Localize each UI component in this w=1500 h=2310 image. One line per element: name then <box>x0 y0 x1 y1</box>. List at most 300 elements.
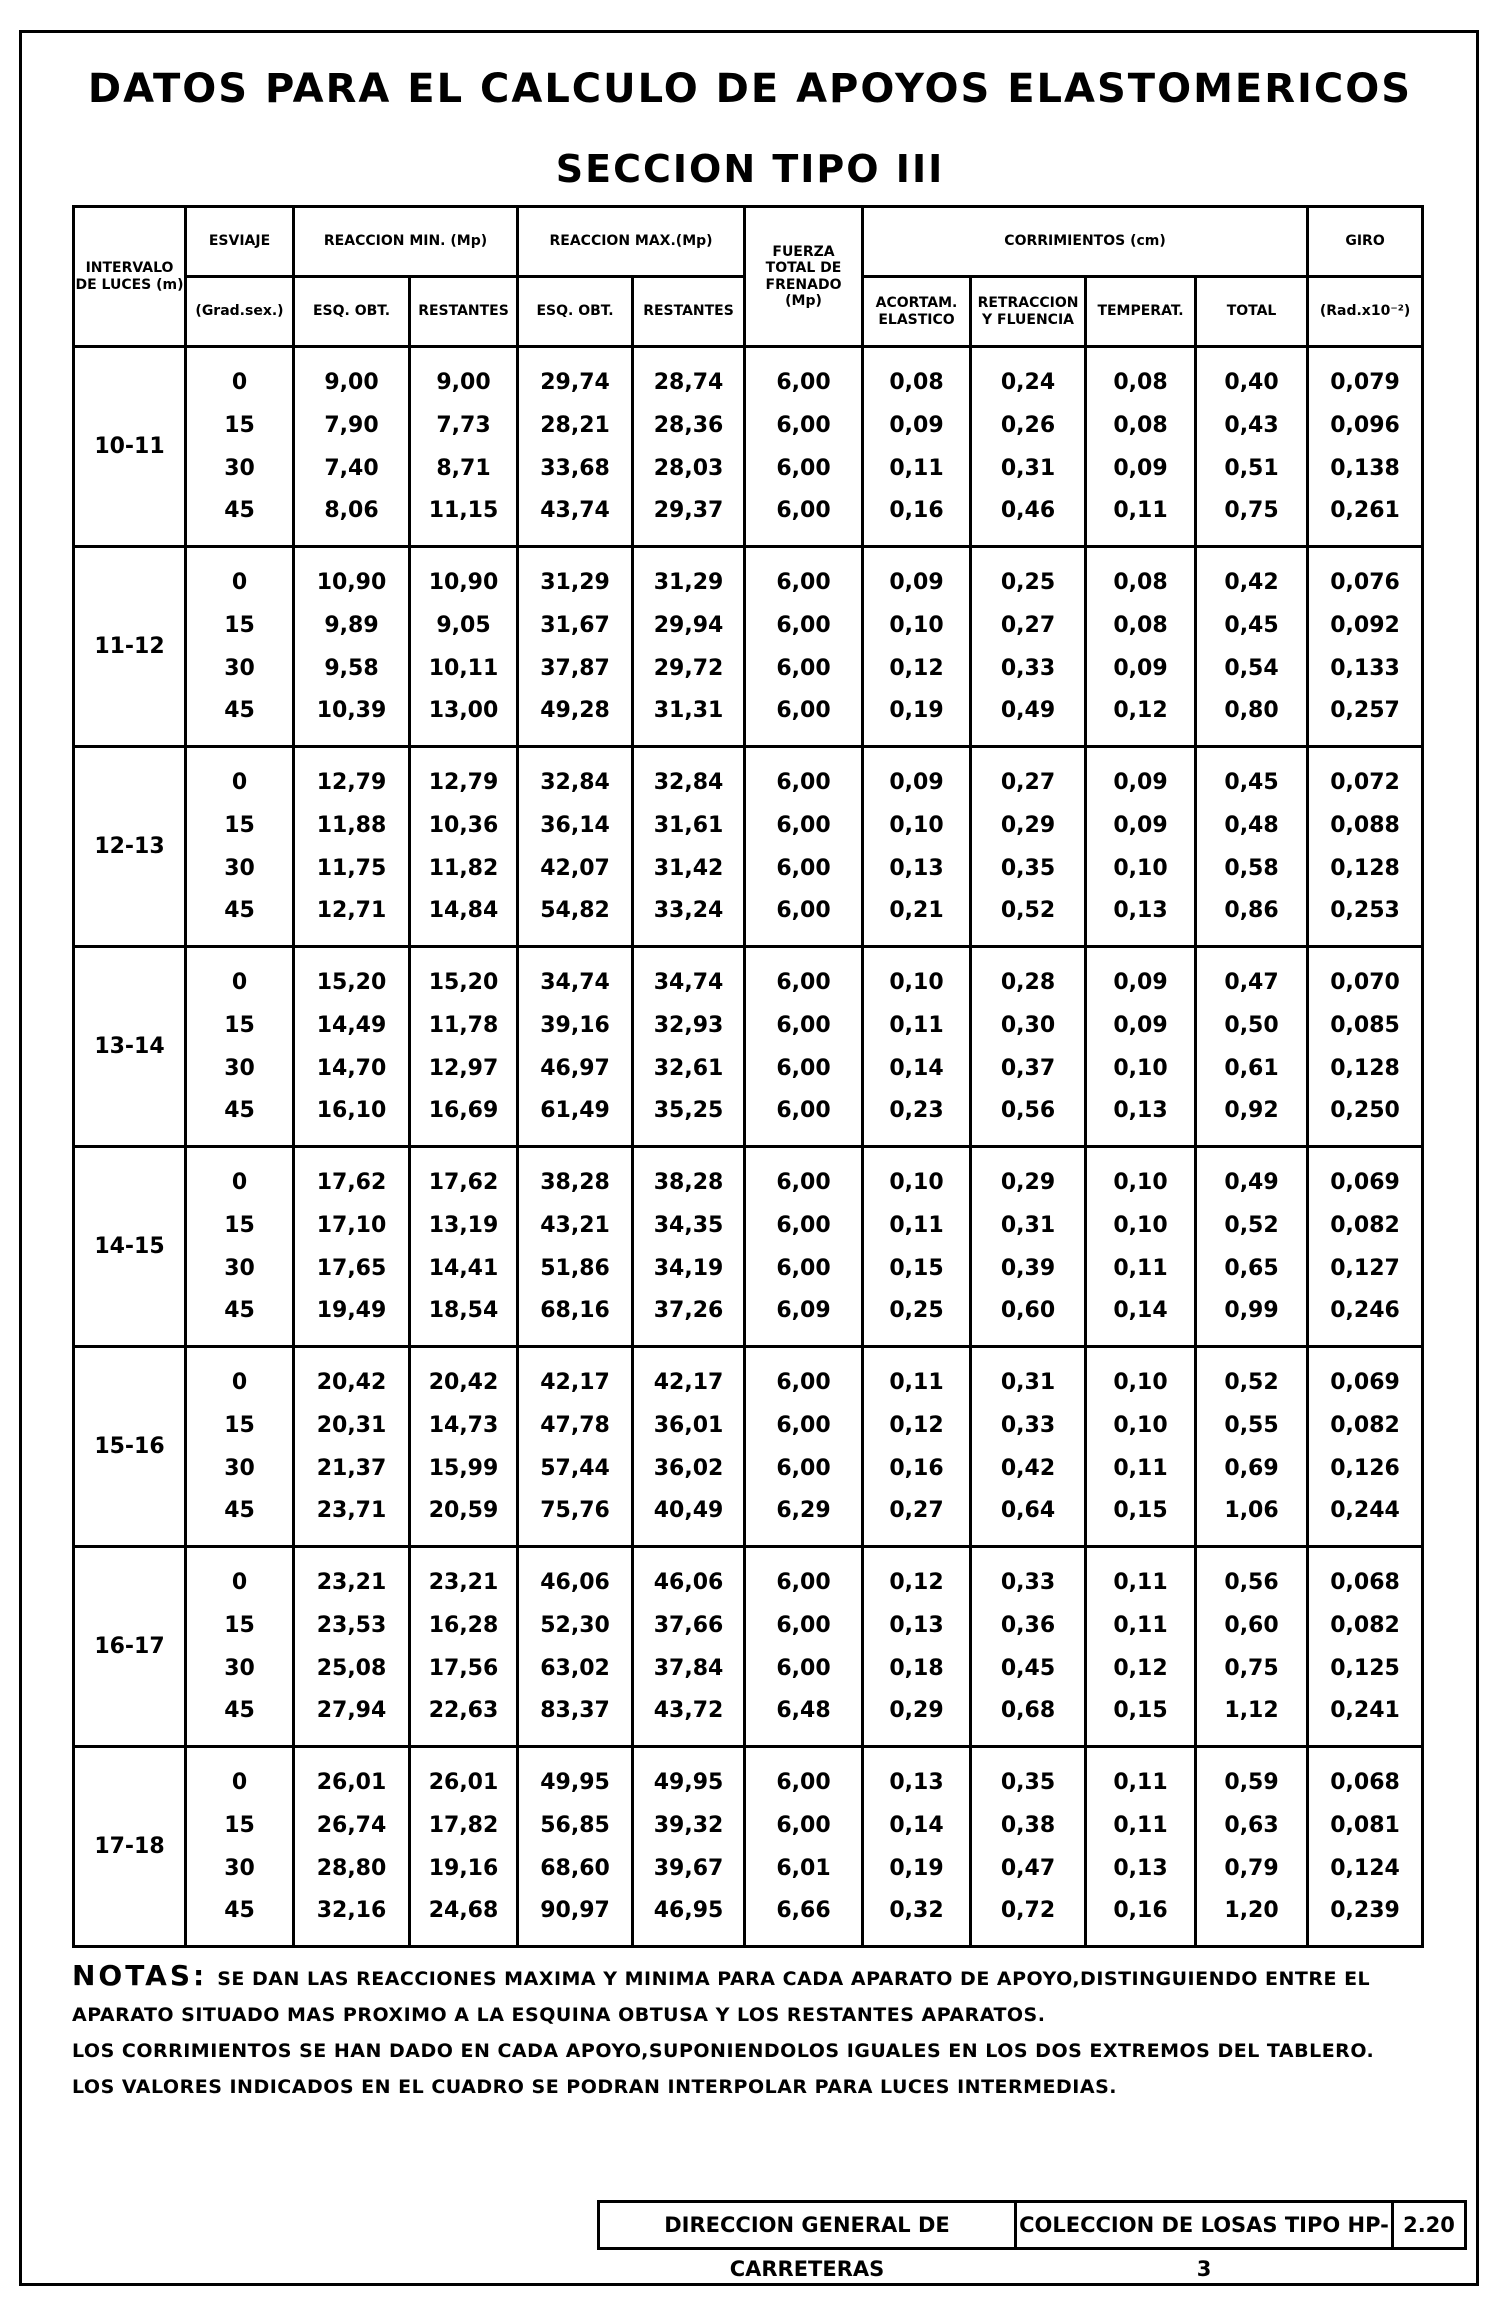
value-reaccion-min-esq-obt: 25,08 <box>316 1655 387 1681</box>
retraccion-fluencia-column-cell <box>971 1347 1086 1547</box>
value-reaccion-max-esq-obt: 56,85 <box>540 1812 610 1838</box>
fuerza-frenado-column-cell <box>745 547 863 747</box>
temperatura-column-cell <box>1086 947 1196 1147</box>
reaccion-max-esq-obt-column-cell <box>518 1147 633 1347</box>
value-reaccion-min-restantes: 10,90 <box>428 570 499 595</box>
header-esviaje-unit: (Grad.sex.) <box>186 277 294 347</box>
value-esviaje: 45 <box>224 1698 255 1724</box>
value-total: 0,40 <box>1224 370 1279 395</box>
value-temperatura: 0,08 <box>1113 570 1168 595</box>
value-reaccion-max-esq-obt: 39,16 <box>540 1012 610 1038</box>
value-temperatura: 0,14 <box>1113 1298 1168 1324</box>
value-reaccion-min-esq-obt: 9,00 <box>324 370 379 395</box>
value-temperatura: 0,13 <box>1113 1098 1168 1124</box>
fuerza-frenado-column-cell <box>745 1547 863 1747</box>
value-total: 0,49 <box>1224 1170 1279 1195</box>
value-reaccion-max-esq-obt: 49,95 <box>540 1770 610 1795</box>
value-esviaje: 15 <box>224 1012 255 1038</box>
value-esviaje: 45 <box>224 1898 255 1924</box>
reaccion-max-esq-obt-column-cell <box>518 1347 633 1547</box>
interval-group-row <box>74 1147 1423 1347</box>
retraccion-fluencia-column-cell <box>971 347 1086 547</box>
value-acortam-elastico: 0,21 <box>889 898 944 924</box>
value-acortam-elastico: 0,09 <box>889 412 944 438</box>
value-retraccion-fluencia: 0,49 <box>1000 698 1056 724</box>
header-max-restantes: RESTANTES <box>633 277 745 347</box>
value-reaccion-min-esq-obt: 16,10 <box>316 1098 387 1124</box>
value-reaccion-max-restantes: 34,74 <box>653 970 724 995</box>
value-reaccion-min-restantes: 11,78 <box>428 1012 499 1038</box>
value-giro: 0,133 <box>1330 655 1400 681</box>
value-reaccion-min-restantes: 26,01 <box>428 1770 499 1795</box>
value-reaccion-max-restantes: 37,84 <box>653 1655 724 1681</box>
value-reaccion-max-restantes: 40,49 <box>653 1498 724 1524</box>
value-giro: 0,096 <box>1330 412 1400 438</box>
value-reaccion-min-restantes: 15,20 <box>428 970 499 995</box>
value-temperatura: 0,12 <box>1113 1655 1168 1681</box>
value-acortam-elastico: 0,12 <box>889 655 944 681</box>
value-reaccion-max-restantes: 31,31 <box>653 698 724 724</box>
value-retraccion-fluencia: 0,27 <box>1000 770 1056 795</box>
value-acortam-elastico: 0,10 <box>889 970 944 995</box>
value-retraccion-fluencia: 0,24 <box>1000 370 1056 395</box>
reaccion-min-restantes-column-cell <box>410 1547 518 1747</box>
value-reaccion-max-restantes: 39,67 <box>653 1855 724 1881</box>
value-giro: 0,241 <box>1330 1698 1400 1724</box>
value-reaccion-max-esq-obt: 52,30 <box>540 1612 610 1638</box>
value-reaccion-min-esq-obt: 19,49 <box>316 1298 387 1324</box>
value-esviaje: 0 <box>231 1570 248 1595</box>
value-reaccion-max-restantes: 36,01 <box>653 1412 724 1438</box>
value-temperatura: 0,08 <box>1113 612 1168 638</box>
note-line: LOS VALORES INDICADOS EN EL CUADRO SE PODRAN INTERPOLAR PARA LUCES INTERMEDIAS. <box>72 2076 1117 2098</box>
value-reaccion-max-esq-obt: 46,97 <box>540 1055 610 1081</box>
value-reaccion-min-restantes: 14,41 <box>428 1255 499 1281</box>
value-reaccion-max-esq-obt: 37,87 <box>540 655 610 681</box>
footer-sheet-number: 2.20 <box>1391 2200 1467 2250</box>
value-giro: 0,082 <box>1330 1212 1400 1238</box>
interval-group-row <box>74 947 1423 1147</box>
header-giro-unit: (Rad.x10⁻²) <box>1308 277 1423 347</box>
value-esviaje: 0 <box>231 1370 248 1395</box>
header-fuerza-frenado: FUERZA TOTAL DE FRENADO (Mp) <box>745 207 863 347</box>
fuerza-frenado-column-cell <box>745 1747 863 1947</box>
value-reaccion-max-restantes: 28,74 <box>653 370 724 395</box>
value-fuerza-frenado: 6,00 <box>776 455 831 481</box>
temperatura-column-cell <box>1086 1547 1196 1747</box>
reaccion-max-esq-obt-column-cell <box>518 947 633 1147</box>
value-acortam-elastico: 0,10 <box>889 812 944 838</box>
value-giro: 0,069 <box>1330 1170 1400 1195</box>
esviaje-column-cell <box>186 1147 294 1347</box>
value-acortam-elastico: 0,13 <box>889 1612 944 1638</box>
temperatura-column-cell <box>1086 547 1196 747</box>
value-total: 0,52 <box>1224 1212 1279 1238</box>
header-acortam: ACORTAM. ELASTICO <box>863 277 971 347</box>
value-reaccion-max-esq-obt: 36,14 <box>540 812 610 838</box>
value-temperatura: 0,15 <box>1113 1498 1168 1524</box>
value-reaccion-min-restantes: 11,15 <box>428 498 499 524</box>
value-acortam-elastico: 0,16 <box>889 498 944 524</box>
value-giro: 0,079 <box>1330 370 1400 395</box>
value-fuerza-frenado: 6,00 <box>776 1570 831 1595</box>
total-column-cell <box>1196 547 1308 747</box>
note-line: APARATO SITUADO MAS PROXIMO A LA ESQUINA OBTUSA Y LOS RESTANTES APARATOS. <box>72 2004 1046 2026</box>
value-fuerza-frenado: 6,00 <box>776 1012 831 1038</box>
value-total: 0,99 <box>1224 1298 1279 1324</box>
value-total: 0,48 <box>1224 812 1279 838</box>
value-total: 0,75 <box>1224 498 1279 524</box>
value-esviaje: 30 <box>224 1255 255 1281</box>
value-total: 0,65 <box>1224 1255 1279 1281</box>
value-reaccion-min-restantes: 20,42 <box>428 1370 499 1395</box>
value-fuerza-frenado: 6,00 <box>776 1770 831 1795</box>
value-reaccion-min-esq-obt: 23,53 <box>316 1612 387 1638</box>
value-esviaje: 30 <box>224 1655 255 1681</box>
data-table <box>72 205 1424 1948</box>
value-total: 0,69 <box>1224 1455 1279 1481</box>
value-fuerza-frenado: 6,00 <box>776 498 831 524</box>
value-reaccion-max-esq-obt: 47,78 <box>540 1412 610 1438</box>
value-giro: 0,092 <box>1330 612 1400 638</box>
interval-group-row <box>74 1347 1423 1547</box>
value-retraccion-fluencia: 0,38 <box>1000 1812 1056 1838</box>
value-reaccion-max-esq-obt: 43,74 <box>540 498 610 524</box>
value-acortam-elastico: 0,11 <box>889 455 944 481</box>
reaccion-min-restantes-column-cell <box>410 347 518 547</box>
value-fuerza-frenado: 6,00 <box>776 698 831 724</box>
value-reaccion-min-esq-obt: 15,20 <box>316 970 387 995</box>
header-retraccion: RETRACCION Y FLUENCIA <box>971 277 1086 347</box>
value-retraccion-fluencia: 0,64 <box>1000 1498 1056 1524</box>
esviaje-column-cell <box>186 347 294 547</box>
value-temperatura: 0,09 <box>1113 812 1168 838</box>
value-reaccion-min-esq-obt: 12,79 <box>316 770 387 795</box>
value-acortam-elastico: 0,15 <box>889 1255 944 1281</box>
value-esviaje: 45 <box>224 898 255 924</box>
value-acortam-elastico: 0,23 <box>889 1098 944 1124</box>
value-total: 0,45 <box>1224 612 1279 638</box>
value-temperatura: 0,08 <box>1113 412 1168 438</box>
value-total: 0,51 <box>1224 455 1279 481</box>
value-retraccion-fluencia: 0,30 <box>1000 1012 1056 1038</box>
value-total: 0,42 <box>1224 570 1279 595</box>
value-giro: 0,125 <box>1330 1655 1400 1681</box>
giro-column-cell <box>1308 347 1423 547</box>
value-reaccion-min-restantes: 15,99 <box>428 1455 499 1481</box>
value-esviaje: 15 <box>224 612 255 638</box>
value-fuerza-frenado: 6,48 <box>776 1698 831 1724</box>
retraccion-fluencia-column-cell <box>971 947 1086 1147</box>
value-retraccion-fluencia: 0,46 <box>1000 498 1056 524</box>
value-temperatura: 0,12 <box>1113 698 1168 724</box>
value-retraccion-fluencia: 0,68 <box>1000 1698 1056 1724</box>
value-giro: 0,069 <box>1330 1370 1400 1395</box>
value-reaccion-min-esq-obt: 7,90 <box>324 412 379 438</box>
value-temperatura: 0,10 <box>1113 1055 1168 1081</box>
value-acortam-elastico: 0,13 <box>889 855 944 881</box>
interval-cell: 14-15 <box>74 1147 186 1347</box>
value-total: 1,06 <box>1224 1498 1279 1524</box>
value-reaccion-max-esq-obt: 90,97 <box>540 1898 610 1924</box>
value-reaccion-min-restantes: 19,16 <box>428 1855 499 1881</box>
value-fuerza-frenado: 6,00 <box>776 1412 831 1438</box>
reaccion-max-restantes-column-cell <box>633 747 745 947</box>
value-retraccion-fluencia: 0,33 <box>1000 655 1056 681</box>
value-reaccion-max-esq-obt: 42,17 <box>540 1370 610 1395</box>
value-fuerza-frenado: 6,00 <box>776 370 831 395</box>
value-reaccion-max-esq-obt: 83,37 <box>540 1698 610 1724</box>
value-esviaje: 0 <box>231 1170 248 1195</box>
value-retraccion-fluencia: 0,37 <box>1000 1055 1056 1081</box>
value-acortam-elastico: 0,12 <box>889 1570 944 1595</box>
value-total: 0,45 <box>1224 770 1279 795</box>
value-total: 0,54 <box>1224 655 1279 681</box>
value-retraccion-fluencia: 0,33 <box>1000 1412 1056 1438</box>
value-reaccion-max-esq-obt: 38,28 <box>540 1170 610 1195</box>
value-temperatura: 0,11 <box>1113 1570 1168 1595</box>
value-reaccion-max-restantes: 33,24 <box>653 898 724 924</box>
value-reaccion-max-esq-obt: 28,21 <box>540 412 610 438</box>
value-esviaje: 30 <box>224 655 255 681</box>
reaccion-max-restantes-column-cell <box>633 347 745 547</box>
value-reaccion-max-esq-obt: 32,84 <box>540 770 610 795</box>
interval-group-row <box>74 747 1423 947</box>
value-esviaje: 0 <box>231 970 248 995</box>
value-total: 0,56 <box>1224 1570 1279 1595</box>
total-column-cell <box>1196 747 1308 947</box>
retraccion-fluencia-column-cell <box>971 547 1086 747</box>
value-retraccion-fluencia: 0,29 <box>1000 1170 1056 1195</box>
value-fuerza-frenado: 6,00 <box>776 1370 831 1395</box>
value-reaccion-min-esq-obt: 21,37 <box>316 1455 387 1481</box>
total-column-cell <box>1196 1347 1308 1547</box>
value-reaccion-min-restantes: 12,97 <box>428 1055 499 1081</box>
value-acortam-elastico: 0,10 <box>889 612 944 638</box>
value-temperatura: 0,10 <box>1113 1412 1168 1438</box>
value-temperatura: 0,11 <box>1113 1255 1168 1281</box>
value-total: 0,92 <box>1224 1098 1279 1124</box>
acortam-elastico-column-cell <box>863 1347 971 1547</box>
value-esviaje: 15 <box>224 1612 255 1638</box>
value-temperatura: 0,09 <box>1113 770 1168 795</box>
value-retraccion-fluencia: 0,26 <box>1000 412 1056 438</box>
value-fuerza-frenado: 6,00 <box>776 855 831 881</box>
value-fuerza-frenado: 6,29 <box>776 1498 831 1524</box>
fuerza-frenado-column-cell <box>745 947 863 1147</box>
value-reaccion-min-esq-obt: 23,21 <box>316 1570 387 1595</box>
value-total: 0,52 <box>1224 1370 1279 1395</box>
value-reaccion-max-esq-obt: 51,86 <box>540 1255 610 1281</box>
fuerza-frenado-column-cell <box>745 1347 863 1547</box>
value-reaccion-max-restantes: 32,93 <box>653 1012 724 1038</box>
value-retraccion-fluencia: 0,52 <box>1000 898 1056 924</box>
value-total: 0,63 <box>1224 1812 1279 1838</box>
value-fuerza-frenado: 6,66 <box>776 1898 831 1924</box>
value-reaccion-min-esq-obt: 27,94 <box>316 1698 387 1724</box>
value-esviaje: 45 <box>224 498 255 524</box>
acortam-elastico-column-cell <box>863 1147 971 1347</box>
value-temperatura: 0,13 <box>1113 898 1168 924</box>
reaccion-max-restantes-column-cell <box>633 1747 745 1947</box>
value-reaccion-max-restantes: 37,26 <box>653 1298 724 1324</box>
reaccion-max-restantes-column-cell <box>633 947 745 1147</box>
temperatura-column-cell <box>1086 1747 1196 1947</box>
value-temperatura: 0,10 <box>1113 1370 1168 1395</box>
value-acortam-elastico: 0,14 <box>889 1055 944 1081</box>
header-esviaje: ESVIAJE <box>186 207 294 277</box>
acortam-elastico-column-cell <box>863 547 971 747</box>
giro-column-cell <box>1308 1347 1423 1547</box>
interval-group-row <box>74 547 1423 747</box>
value-fuerza-frenado: 6,00 <box>776 655 831 681</box>
header-reaccion-min: REACCION MIN. (Mp) <box>294 207 518 277</box>
value-esviaje: 45 <box>224 1498 255 1524</box>
value-total: 0,59 <box>1224 1770 1279 1795</box>
value-reaccion-min-restantes: 17,56 <box>428 1655 499 1681</box>
value-temperatura: 0,08 <box>1113 370 1168 395</box>
value-giro: 0,081 <box>1330 1812 1400 1838</box>
value-retraccion-fluencia: 0,29 <box>1000 812 1056 838</box>
value-fuerza-frenado: 6,00 <box>776 1098 831 1124</box>
interval-cell: 16-17 <box>74 1547 186 1747</box>
value-esviaje: 45 <box>224 1298 255 1324</box>
value-reaccion-min-esq-obt: 17,62 <box>316 1170 387 1195</box>
value-reaccion-min-restantes: 10,11 <box>428 655 499 681</box>
value-reaccion-max-esq-obt: 49,28 <box>540 698 610 724</box>
note-line: LOS CORRIMIENTOS SE HAN DADO EN CADA APOYO,SUPONIENDOLOS IGUALES EN LOS DOS EXTREMOS DEL TABLERO. <box>72 2040 1375 2062</box>
value-giro: 0,070 <box>1330 970 1400 995</box>
value-reaccion-max-restantes: 28,03 <box>653 455 724 481</box>
value-reaccion-min-esq-obt: 20,31 <box>316 1412 387 1438</box>
value-esviaje: 15 <box>224 1412 255 1438</box>
value-temperatura: 0,15 <box>1113 1698 1168 1724</box>
value-temperatura: 0,13 <box>1113 1855 1168 1881</box>
value-retraccion-fluencia: 0,31 <box>1000 1370 1056 1395</box>
value-esviaje: 15 <box>224 1212 255 1238</box>
value-reaccion-max-restantes: 46,95 <box>653 1898 724 1924</box>
value-giro: 0,239 <box>1330 1898 1400 1924</box>
reaccion-max-esq-obt-column-cell <box>518 1547 633 1747</box>
value-acortam-elastico: 0,29 <box>889 1698 944 1724</box>
page-subtitle: SECCION TIPO III <box>555 147 945 191</box>
reaccion-max-restantes-column-cell <box>633 547 745 747</box>
value-reaccion-max-restantes: 29,72 <box>653 655 724 681</box>
value-reaccion-min-restantes: 23,21 <box>428 1570 499 1595</box>
value-giro: 0,257 <box>1330 698 1400 724</box>
value-retraccion-fluencia: 0,72 <box>1000 1898 1056 1924</box>
value-retraccion-fluencia: 0,47 <box>1000 1855 1056 1881</box>
value-reaccion-min-esq-obt: 8,06 <box>324 498 379 524</box>
interval-group-row <box>74 347 1423 547</box>
value-reaccion-min-restantes: 13,00 <box>428 698 499 724</box>
value-reaccion-min-esq-obt: 11,88 <box>316 812 387 838</box>
value-reaccion-min-restantes: 14,73 <box>428 1412 499 1438</box>
interval-cell: 12-13 <box>74 747 186 947</box>
temperatura-column-cell <box>1086 747 1196 947</box>
value-giro: 0,244 <box>1330 1498 1400 1524</box>
value-total: 0,75 <box>1224 1655 1279 1681</box>
value-acortam-elastico: 0,09 <box>889 770 944 795</box>
total-column-cell <box>1196 1147 1308 1347</box>
header-max-esq-obt: ESQ. OBT. <box>518 277 633 347</box>
value-reaccion-min-restantes: 7,73 <box>436 412 491 438</box>
value-reaccion-min-restantes: 10,36 <box>428 812 499 838</box>
value-retraccion-fluencia: 0,45 <box>1000 1655 1056 1681</box>
value-temperatura: 0,09 <box>1113 655 1168 681</box>
value-temperatura: 0,10 <box>1113 1170 1168 1195</box>
esviaje-column-cell <box>186 747 294 947</box>
value-acortam-elastico: 0,11 <box>889 1012 944 1038</box>
value-reaccion-min-restantes: 9,00 <box>436 370 491 395</box>
value-reaccion-min-restantes: 17,62 <box>428 1170 499 1195</box>
interval-cell: 13-14 <box>74 947 186 1147</box>
value-reaccion-min-esq-obt: 10,39 <box>316 698 387 724</box>
reaccion-max-restantes-column-cell <box>633 1347 745 1547</box>
interval-group-row <box>74 1547 1423 1747</box>
value-reaccion-min-restantes: 13,19 <box>428 1212 499 1238</box>
total-column-cell <box>1196 1747 1308 1947</box>
value-giro: 0,068 <box>1330 1570 1400 1595</box>
value-esviaje: 45 <box>224 1098 255 1124</box>
value-retraccion-fluencia: 0,27 <box>1000 612 1056 638</box>
value-reaccion-max-restantes: 34,35 <box>653 1212 724 1238</box>
value-temperatura: 0,16 <box>1113 1898 1168 1924</box>
value-temperatura: 0,09 <box>1113 970 1168 995</box>
value-temperatura: 0,09 <box>1113 455 1168 481</box>
value-fuerza-frenado: 6,00 <box>776 770 831 795</box>
value-fuerza-frenado: 6,00 <box>776 412 831 438</box>
notes-heading: NOTAS: <box>72 1959 208 1992</box>
value-fuerza-frenado: 6,00 <box>776 1655 831 1681</box>
total-column-cell <box>1196 1547 1308 1747</box>
value-reaccion-min-esq-obt: 17,65 <box>316 1255 387 1281</box>
interval-cell: 17-18 <box>74 1747 186 1947</box>
value-retraccion-fluencia: 0,56 <box>1000 1098 1056 1124</box>
value-giro: 0,138 <box>1330 455 1400 481</box>
value-reaccion-min-restantes: 11,82 <box>428 855 499 881</box>
value-acortam-elastico: 0,16 <box>889 1455 944 1481</box>
value-reaccion-min-esq-obt: 26,74 <box>316 1812 387 1838</box>
value-giro: 0,082 <box>1330 1412 1400 1438</box>
value-fuerza-frenado: 6,00 <box>776 898 831 924</box>
header-reaccion-max: REACCION MAX.(Mp) <box>518 207 745 277</box>
value-reaccion-min-esq-obt: 28,80 <box>316 1855 387 1881</box>
value-reaccion-min-esq-obt: 17,10 <box>316 1212 387 1238</box>
value-total: 0,79 <box>1224 1855 1279 1881</box>
value-fuerza-frenado: 6,00 <box>776 1055 831 1081</box>
value-acortam-elastico: 0,19 <box>889 698 944 724</box>
value-total: 0,58 <box>1224 855 1279 881</box>
value-reaccion-max-restantes: 39,32 <box>653 1812 724 1838</box>
value-retraccion-fluencia: 0,25 <box>1000 570 1056 595</box>
value-reaccion-max-esq-obt: 31,67 <box>540 612 610 638</box>
value-reaccion-min-esq-obt: 10,90 <box>316 570 387 595</box>
value-fuerza-frenado: 6,00 <box>776 1612 831 1638</box>
value-fuerza-frenado: 6,00 <box>776 970 831 995</box>
reaccion-min-esq-obt-column-cell <box>294 947 410 1147</box>
value-temperatura: 0,11 <box>1113 1812 1168 1838</box>
reaccion-min-esq-obt-column-cell <box>294 1147 410 1347</box>
value-reaccion-min-restantes: 22,63 <box>428 1698 499 1724</box>
giro-column-cell <box>1308 547 1423 747</box>
value-reaccion-min-esq-obt: 9,89 <box>324 612 379 638</box>
interval-cell: 11-12 <box>74 547 186 747</box>
value-fuerza-frenado: 6,09 <box>776 1298 831 1324</box>
value-reaccion-max-restantes: 28,36 <box>653 412 724 438</box>
reaccion-min-esq-obt-column-cell <box>294 347 410 547</box>
value-fuerza-frenado: 6,01 <box>776 1855 831 1881</box>
